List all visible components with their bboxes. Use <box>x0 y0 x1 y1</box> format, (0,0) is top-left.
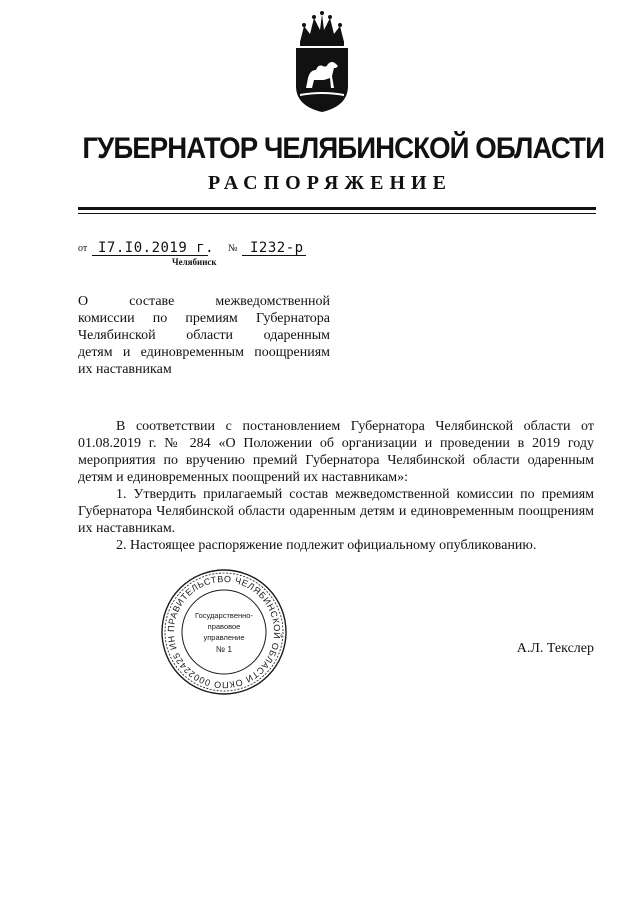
body-paragraph-preamble: В соответствии с постановлением Губернатора Челябинской области от 01.08.2019 г. № 284 «О Положении об организации и проведении в 2019 году мероприятия по вручению премий Губернатора Челябинской области одаренным детям и единовременных поощрений их наставникам»: <box>78 419 594 485</box>
document-city: Челябинск <box>172 257 217 267</box>
document-issuer-title: ГУБЕРНАТОР ЧЕЛЯБИНСКОЙ ОБЛАСТИ <box>82 132 605 165</box>
header-divider-thin <box>78 213 596 214</box>
emblem-icon <box>290 8 354 114</box>
stamp-center-line: управление <box>203 633 245 642</box>
stamp-center-line: правовое <box>207 622 241 631</box>
subject-line: О составе межведомственной <box>78 294 330 309</box>
stamp-center-line: Государственно- <box>195 611 253 620</box>
subject-line: Челябинской области одаренным <box>78 328 330 343</box>
number-label: № <box>228 243 238 254</box>
date-label: от <box>78 243 88 254</box>
header-divider-thick <box>78 207 596 210</box>
document-body <box>78 418 594 554</box>
signatory-name: А.Л. Текслер <box>516 641 594 656</box>
body-paragraph-item-1: 1. Утвердить прилагаемый состав межведомственной комиссии по премиям Губернатора Челябинской области одаренным детям и единовременным поощрениям их наставникам. <box>78 487 594 536</box>
subject-line: комиссии по премиям Губернатора <box>78 311 330 326</box>
document-subject <box>78 293 330 378</box>
document-details-row <box>78 236 378 258</box>
subject-line: детям и единовременным поощрениям <box>78 345 330 360</box>
official-stamp <box>160 568 288 696</box>
stamp-ring-text: ПРАВИТЕЛЬСТВО ЧЕЛЯБИНСКОЙ ОБЛАСТИ ОКПО 00022425 ИН <box>165 573 283 691</box>
coat-of-arms-emblem <box>290 8 354 114</box>
document-type-heading: РАСПОРЯЖЕНИЕ <box>208 172 452 194</box>
document-number: I232-р <box>250 240 304 256</box>
stamp-seal-icon <box>160 568 288 696</box>
document-date: I7.I0.2019 г. <box>98 240 215 256</box>
body-paragraph-item-2: 2. Настоящее распоряжение подлежит официальному опубликованию. <box>116 538 537 553</box>
stamp-center-line: № 1 <box>215 644 233 654</box>
subject-line: их наставникам <box>78 362 172 377</box>
